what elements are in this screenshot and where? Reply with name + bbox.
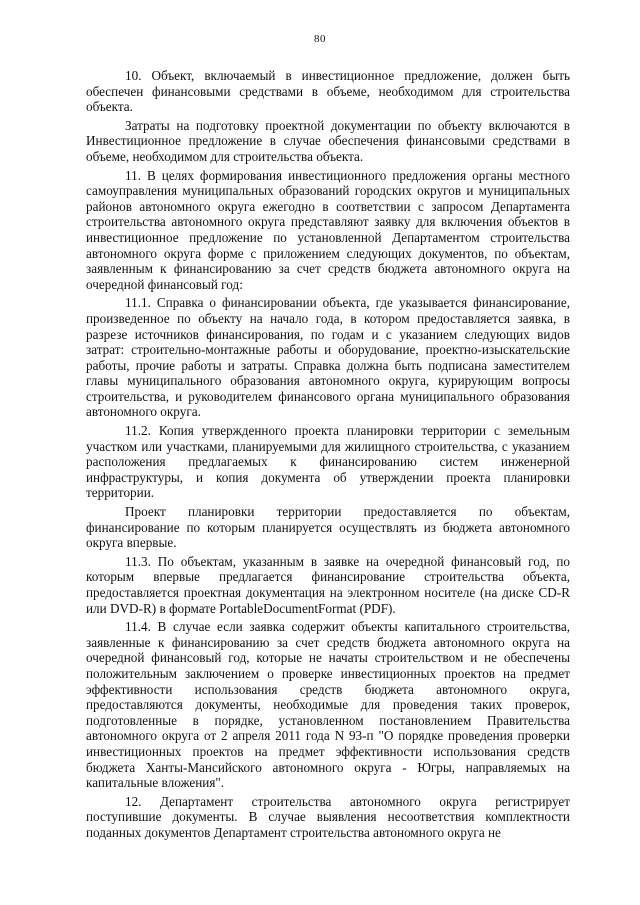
- paragraph-11-2-note: Проект планировки территории предоставляется по объектам, финансирование по которым планируется осуществлять из бюджета автономного округа впервые.: [86, 504, 570, 551]
- paragraph-11-1: 11.1. Справка о финансировании объекта, где указывается финансирование, произведенное по объекту на начало года, в котором предоставляется заявка, в разрезе источников финансирования, по годам и с указанием следующих видов затрат: строительно-монтажные работы и оборудование, проектно-изыскательские работы, прочие работы и затраты. Справка должна быть подписана заместителем главы муниципального образования автономного округа, курирующим вопросы строительства, и руководителем финансового органа муниципального образования автономного округа.: [86, 295, 570, 420]
- paragraph-10: 10. Объект, включаемый в инвестиционное предложение, должен быть обеспечен финансовыми средствами в объеме, необходимом для строительства объекта.: [86, 68, 570, 115]
- document-body: [86, 68, 570, 844]
- page-number: 80: [314, 33, 326, 45]
- paragraph-11: 11. В целях формирования инвестиционного предложения органы местного самоуправления муниципальных образований городских округов и муниципальных районов автономного округа ежегодно в соответствии с запросом Департамента строительства автономного округа представляют заявку для включения объектов в инвестиционное предложение по установленной Департаментом строительства автономного округа форме с приложением следующих документов, по объектам, заявленным к финансированию за счет средств бюджета автономного округа на очередной финансовый год:: [86, 167, 570, 292]
- paragraph-11-2: 11.2. Копия утвержденного проекта планировки территории с земельным участком или участками, планируемыми для жилищного строительства, с указанием расположения предлагаемых к финансированию систем инженерной инфраструктуры, и копия документа об утверждении проекта планировки территории.: [86, 423, 570, 501]
- paragraph-11-4: 11.4. В случае если заявка содержит объекты капитального строительства, заявленные к финансированию за счет средств бюджета автономного округа на очередной финансовый год, которые не начаты строительством и не обеспечены положительным заключением о проверке инвестиционных проектов на предмет эффективности использования средств бюджета автономного округа, предоставляются документы, необходимые для проведения таких проверок, подготовленные в порядке, установленном постановлением Правительства автономного округа от 2 апреля 2011 года N 93-п "О порядке проведения проверки инвестиционных проектов на предмет эффективности использования средств бюджета Ханты-Мансийского автономного округа - Югры, направляемых на капитальные вложения".: [86, 619, 570, 791]
- paragraph-10-costs: Затраты на подготовку проектной документации по объекту включаются в Инвестиционное предложение в случае обеспечения финансовыми средствами в объеме, необходимом для строительства объекта.: [86, 117, 570, 164]
- paragraph-11-3: 11.3. По объектам, указанным в заявке на очередной финансовый год, по которым впервые предлагается финансирование строительства объекта, предоставляется проектная документация на электронном носителе (на диске CD-R или DVD-R) в формате PortableDocumentFormat (PDF).: [86, 553, 570, 616]
- paragraph-12: 12. Департамент строительства автономного округа регистрирует поступившие документы. В случае выявления несоответствия комплектности поданных документов Департамент строительства автономного округа не: [86, 793, 570, 840]
